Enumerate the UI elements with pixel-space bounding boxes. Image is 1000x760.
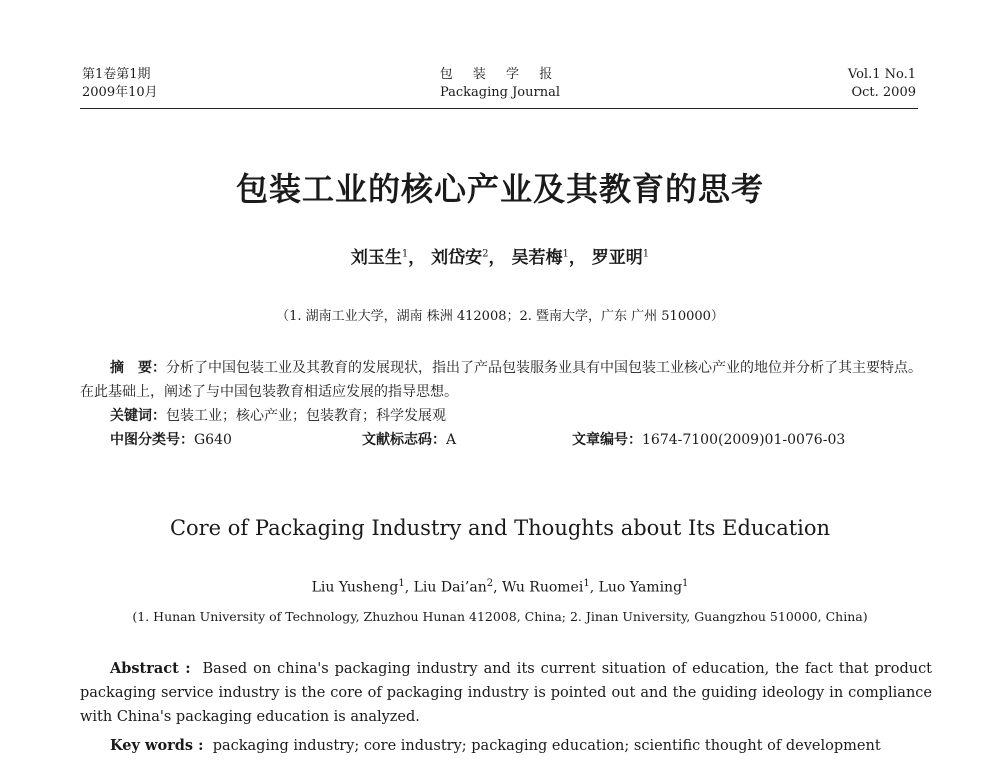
- abstract-label-cn: 摘 要：: [110, 360, 166, 376]
- abstract-cn: [80, 356, 932, 404]
- header-date-en: Oct. 2009: [851, 85, 916, 100]
- article-number: [572, 428, 845, 452]
- author-aff-en: 2: [486, 578, 494, 589]
- author-aff-cn: 1: [401, 248, 409, 260]
- header-vol-no: Vol.1 No.1: [847, 67, 916, 82]
- author-sep: ，: [488, 248, 506, 268]
- author-aff-cn: 1: [562, 248, 569, 260]
- header-rule: [80, 108, 918, 109]
- author-list-en: [0, 578, 1000, 596]
- clc-value: G640: [194, 432, 232, 448]
- author-aff-cn: 2: [482, 248, 489, 260]
- clc-label: 中图分类号：: [110, 432, 194, 448]
- author-list-cn: [0, 243, 1000, 268]
- author-en: Liu Yusheng: [311, 579, 399, 596]
- author-aff-en: 1: [682, 578, 689, 589]
- abstract-text-en: Based on china's packaging industry and its current situation of education, the fact that product packaging service industry is the core of packaging industry is pointed out and the guiding ideology in compliance with China's packaging education is analyzed.: [80, 661, 933, 725]
- author-cn: 刘玉生: [350, 248, 402, 268]
- article-no-label: 文章编号：: [572, 432, 642, 448]
- author-sep: ，: [408, 248, 426, 268]
- author-sep: ,: [589, 579, 599, 596]
- abstract-en: [80, 657, 932, 729]
- author-sep: ,: [493, 579, 502, 596]
- author-aff-cn: 1: [642, 248, 650, 260]
- author-sep: ,: [404, 579, 414, 596]
- abstract-label-en: Abstract :: [110, 660, 191, 677]
- journal-name-cn: 包 装 学 报: [439, 67, 561, 82]
- author-aff-en: 1: [398, 578, 405, 589]
- author-cn: 吴若梅: [511, 248, 563, 268]
- author-aff-en: 1: [583, 578, 590, 589]
- author-sep: ，: [568, 248, 586, 268]
- keywords-text-cn: 包装工业；核心产业；包装教育；科学发展观: [166, 408, 446, 424]
- author-cn: 罗亚明: [591, 248, 643, 268]
- author-en: Luo Yaming: [598, 579, 683, 596]
- keywords-label-cn: 关键词：: [110, 408, 166, 424]
- abstract-text-cn: 分析了中国包装工业及其教育的发展现状，指出了产品包装服务业具有中国包装工业核心产业的地位并分析了其主要特点。在此基础上，阐述了与中国包装教育相适应发展的指导思想。: [80, 360, 922, 400]
- paper-title-en: Core of Packaging Industry and Thoughts about Its Education: [169, 516, 831, 540]
- author-en: Wu Ruomei: [502, 579, 584, 596]
- doc-code-label: 文献标志码：: [362, 432, 446, 448]
- header-date-cn: 2009年10月: [82, 85, 158, 100]
- clc-number: [110, 428, 232, 452]
- keywords-en: [110, 735, 881, 757]
- keywords-label-en: Key words :: [110, 737, 204, 754]
- keywords-text-en: packaging industry; core industry; packaging education; scientific thought of development: [212, 738, 881, 754]
- header-volume-issue: 第1卷第1期: [82, 67, 151, 82]
- paper-title-cn: 包装工业的核心产业及其教育的思考: [235, 170, 764, 208]
- affiliation-cn: （1. 湖南工业大学，湖南 株洲 412008；2. 暨南大学，广东 广州 510000）: [276, 309, 724, 324]
- journal-name-en: Packaging Journal: [439, 85, 561, 100]
- keywords-cn: [110, 404, 910, 428]
- author-en: Liu Dai’an: [413, 579, 487, 596]
- document-code: [362, 428, 456, 452]
- author-cn: 刘岱安: [431, 248, 483, 268]
- article-no-value: 1674-7100(2009)01-0076-03: [642, 432, 846, 448]
- affiliation-en: (1. Hunan University of Technology, Zhuzhou Hunan 412008, China; 2. Jinan University, Guangzhou 510000, China): [132, 609, 868, 624]
- header-vol-info: [848, 66, 916, 102]
- doc-code-value: A: [446, 432, 457, 448]
